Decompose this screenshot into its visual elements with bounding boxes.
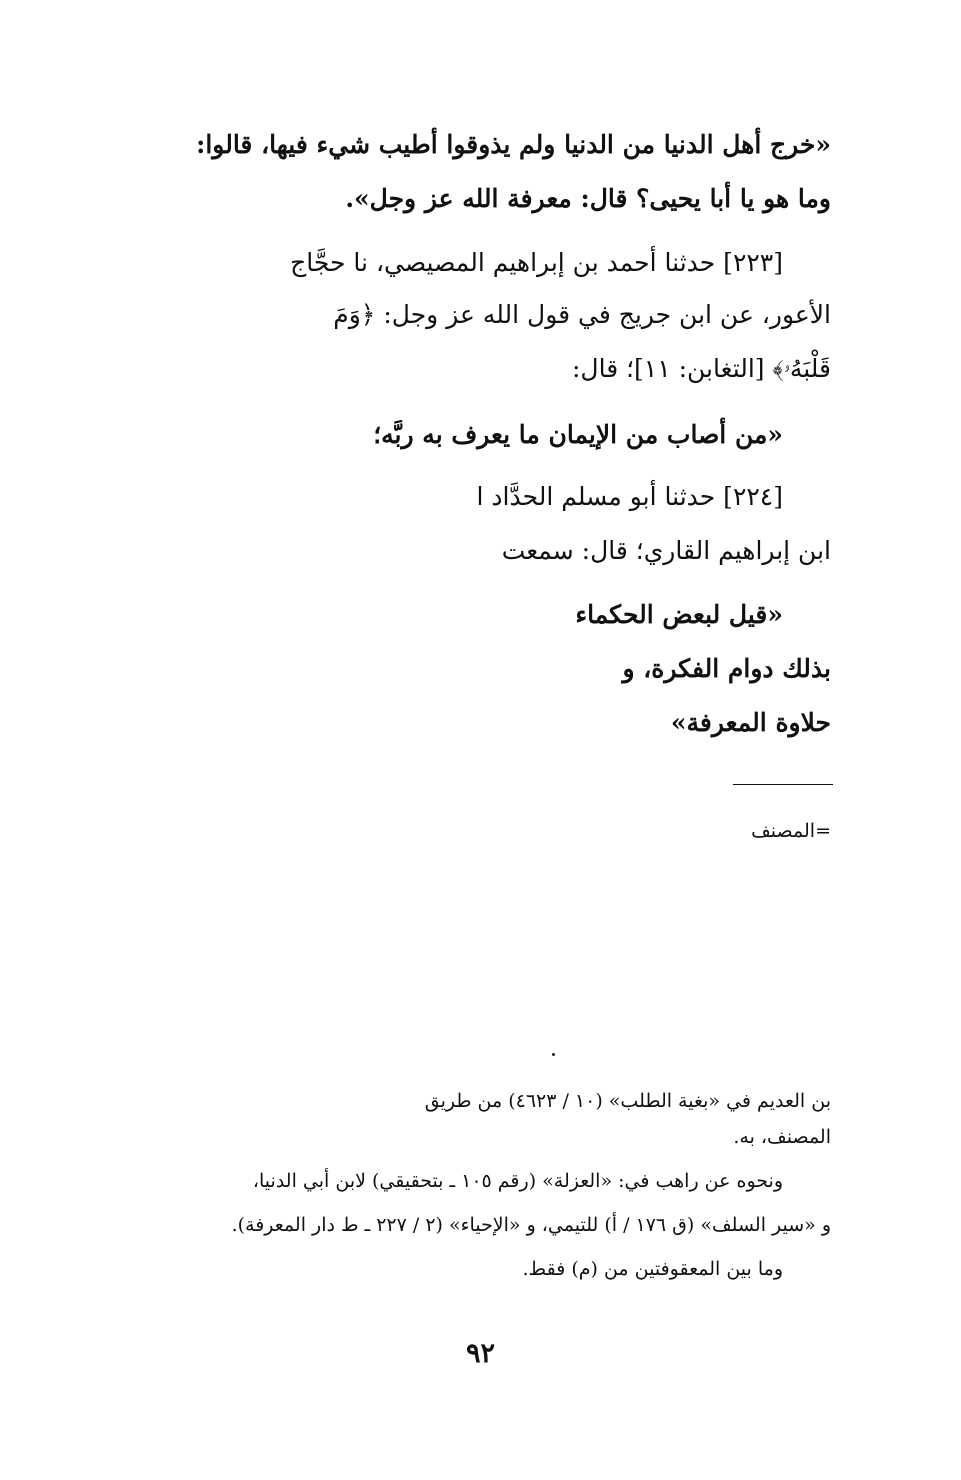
footnote-line-4: و «سير السلف» (ق ١٧٦ / أ) للتيمي، و «الإحياء» (٢ / ٢٢٧ ـ ط دار المعرفة). [231, 1214, 831, 1236]
quote-line-2: «قيل لبعض الحكماء [575, 600, 783, 629]
footnote-line-3: ونحوه عن راهب في: «العزلة» (رقم ١٠٥ ـ بتحقيقي) لابن أبي الدنيا، [252, 1170, 783, 1192]
text-line-2: وما هو يا أبا يحيى؟ قال: معرفة الله عز وجل». [345, 184, 831, 213]
hadith-223-line-1: [٢٢٣] حدثنا أحمد بن إبراهيم المصيصي، نا حجَّاج [290, 248, 783, 277]
footnote-separator [733, 784, 833, 785]
footnote-line-2: المصنف، به. [733, 1126, 831, 1148]
text-line-1: «خرج أهل الدنيا من الدنيا ولم يذوقوا أطيب شيء فيها، قالوا: [196, 130, 831, 159]
hadith-223-line-2: الأعور، عن ابن جريج في قول الله عز وجل: ﴿وَمَ [333, 300, 831, 329]
quote-line-3: بذلك دوام الفكرة، و [622, 654, 831, 683]
footnote-continuation: =المصنف [751, 820, 831, 842]
hadith-223-line-3: قَلْبَهُۥ﴾ [التغابن: ١١]؛ قال: [571, 354, 831, 383]
footnote-line-5: وما بين المعقوفتين من (م) فقط. [522, 1258, 783, 1280]
hadith-224-line-1: [٢٢٤] حدثنا أبو مسلم الحدَّاد ا [476, 482, 783, 511]
quote-line-1: «من أصاب من الإيمان ما يعرف به ربَّه؛ [373, 420, 783, 449]
speck [552, 1053, 555, 1056]
page-number: ٩٢ [465, 1338, 495, 1369]
footnote-line-1: بن العديم في «بغية الطلب» (١٠ / ٤٦٢٣) من طريق [424, 1090, 831, 1112]
hadith-224-line-2: ابن إبراهيم القاري؛ قال: سمعت [501, 536, 831, 565]
quote-line-4: حلاوة المعرفة» [670, 708, 831, 737]
